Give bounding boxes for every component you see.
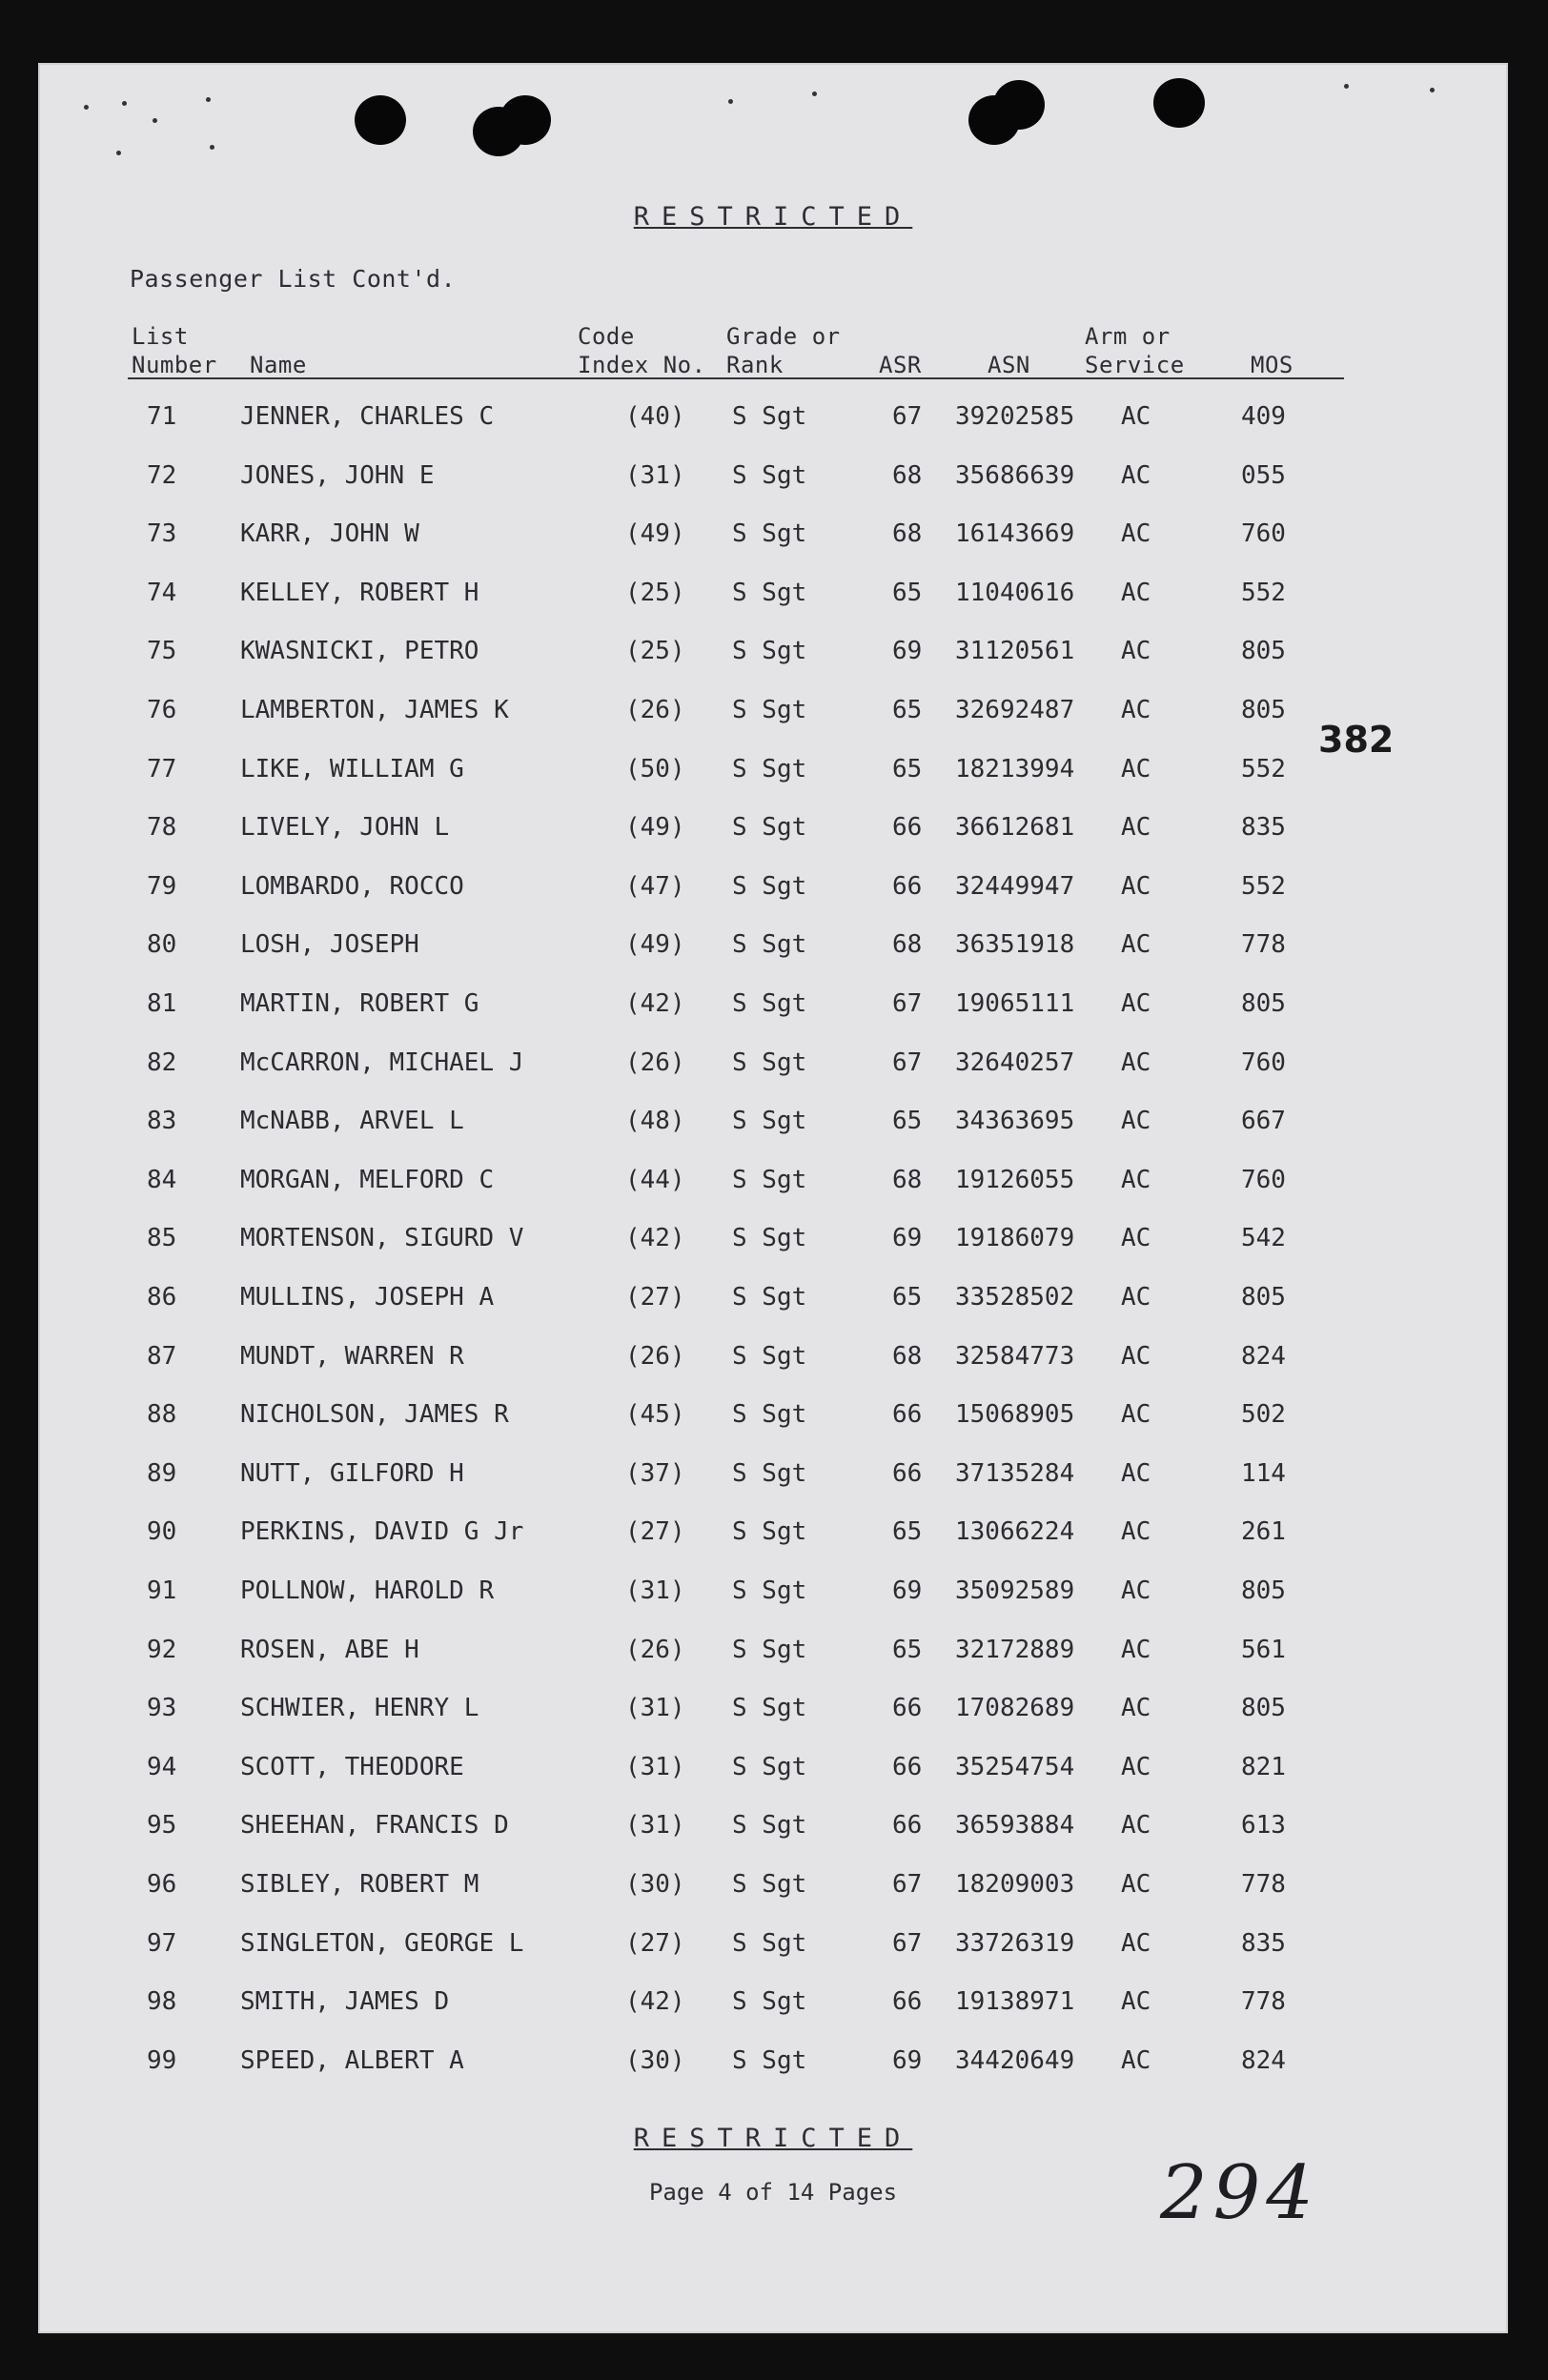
- cell-code: (49): [625, 930, 685, 960]
- cell-name: SCHWIER, HENRY L: [240, 1694, 479, 1723]
- cell-name: POLLNOW, HAROLD R: [240, 1576, 495, 1605]
- cell-code: (26): [625, 1341, 685, 1371]
- table-row: [38, 872, 1508, 910]
- cell-asn: 17082689: [955, 1694, 1075, 1723]
- cell-num: 78: [147, 813, 177, 843]
- cell-mos: 821: [1241, 1752, 1286, 1781]
- cell-num: 94: [147, 1752, 177, 1781]
- cell-mos: 667: [1241, 1107, 1286, 1136]
- cell-mos: 805: [1241, 1576, 1286, 1605]
- cell-asn: 32640257: [955, 1048, 1075, 1077]
- restricted-header: RESTRICTED: [633, 202, 913, 232]
- cell-arm: AC: [1121, 1517, 1151, 1547]
- cell-num: 96: [147, 1870, 177, 1899]
- table-row: [38, 1107, 1508, 1145]
- cell-code: (31): [625, 1694, 685, 1723]
- cell-name: PERKINS, DAVID G Jr: [240, 1517, 524, 1547]
- cell-grade: S Sgt: [732, 813, 807, 843]
- handwritten-number: 294: [1160, 2150, 1319, 2236]
- cell-asr: 66: [892, 1694, 923, 1723]
- cell-num: 98: [147, 1987, 177, 2017]
- cell-mos: 261: [1241, 1517, 1286, 1547]
- cell-code: (50): [625, 754, 685, 783]
- cell-name: ROSEN, ABE H: [240, 1635, 419, 1664]
- cell-arm: AC: [1121, 519, 1151, 549]
- cell-num: 86: [147, 1283, 177, 1312]
- cell-grade: S Sgt: [732, 1928, 807, 1958]
- cell-name: KELLEY, ROBERT H: [240, 578, 479, 607]
- cell-mos: 805: [1241, 1283, 1286, 1312]
- table-row: [38, 579, 1508, 617]
- cell-asr: 65: [892, 1107, 923, 1136]
- table-row: [38, 1987, 1508, 2025]
- cell-asr: 69: [892, 1576, 923, 1605]
- cell-grade: S Sgt: [732, 930, 807, 960]
- table-row: [38, 1636, 1508, 1674]
- cell-asr: 69: [892, 637, 923, 666]
- cell-asn: 33726319: [955, 1928, 1075, 1958]
- cell-num: 82: [147, 1048, 177, 1077]
- cell-grade: S Sgt: [732, 637, 807, 666]
- table-row: [38, 519, 1508, 558]
- cell-grade: S Sgt: [732, 1987, 807, 2017]
- cell-asr: 66: [892, 1987, 923, 2017]
- table-row: [38, 1224, 1508, 1262]
- cell-num: 74: [147, 578, 177, 607]
- table-row: [38, 813, 1508, 851]
- cell-mos: 778: [1241, 930, 1286, 960]
- table-row: [38, 1870, 1508, 1908]
- cell-mos: 805: [1241, 696, 1286, 724]
- page-number: Page 4 of 14 Pages: [648, 2179, 898, 2206]
- cell-name: SPEED, ALBERT A: [240, 2045, 464, 2075]
- cell-code: (26): [625, 696, 685, 724]
- table-row: [38, 696, 1508, 734]
- cell-asn: 18213994: [955, 754, 1075, 783]
- cell-grade: S Sgt: [732, 1400, 807, 1430]
- cell-mos: 835: [1241, 1928, 1286, 1958]
- speck: [1430, 88, 1435, 92]
- cell-asn: 32584773: [955, 1341, 1075, 1371]
- cell-arm: AC: [1121, 1987, 1151, 2017]
- cell-asn: 19065111: [955, 989, 1075, 1018]
- cell-code: (42): [625, 1224, 685, 1253]
- cell-mos: 760: [1241, 1048, 1286, 1077]
- cell-name: MULLINS, JOSEPH A: [240, 1283, 495, 1312]
- cell-arm: AC: [1121, 2045, 1151, 2075]
- cell-name: LIVELY, JOHN L: [240, 813, 450, 843]
- cell-num: 93: [147, 1694, 177, 1723]
- cell-code: (25): [625, 578, 685, 607]
- cell-asn: 15068905: [955, 1400, 1075, 1430]
- cell-name: LOSH, JOSEPH: [240, 930, 419, 960]
- cell-asr: 67: [892, 1928, 923, 1958]
- cell-name: KWASNICKI, PETRO: [240, 637, 479, 666]
- cell-name: MORGAN, MELFORD C: [240, 1165, 495, 1194]
- cell-asn: 32449947: [955, 871, 1075, 901]
- table-row: [38, 1753, 1508, 1791]
- cell-mos: 805: [1241, 1694, 1286, 1723]
- cell-name: LIKE, WILLIAM G: [240, 754, 464, 783]
- cell-num: 81: [147, 989, 177, 1018]
- cell-asn: 34363695: [955, 1107, 1075, 1136]
- cell-asn: 32692487: [955, 696, 1075, 724]
- table-row: [38, 755, 1508, 793]
- cell-asn: 36593884: [955, 1811, 1075, 1841]
- cell-num: 97: [147, 1928, 177, 1958]
- cell-arm: AC: [1121, 1283, 1151, 1312]
- cell-arm: AC: [1121, 1576, 1151, 1605]
- cell-grade: S Sgt: [732, 1458, 807, 1488]
- table-row: [38, 1517, 1508, 1556]
- cell-arm: AC: [1121, 1341, 1151, 1371]
- table-row: [38, 1576, 1508, 1615]
- cell-asr: 65: [892, 1283, 923, 1312]
- cell-code: (31): [625, 460, 685, 490]
- speck: [1344, 84, 1349, 89]
- cell-asn: 19186079: [955, 1224, 1075, 1253]
- cell-name: LOMBARDO, ROCCO: [240, 871, 464, 901]
- table-row: [38, 1283, 1508, 1321]
- cell-arm: AC: [1121, 1694, 1151, 1723]
- speck: [116, 151, 121, 155]
- cell-grade: S Sgt: [732, 1517, 807, 1547]
- speck: [153, 118, 157, 123]
- cell-num: 99: [147, 2045, 177, 2075]
- cell-code: (31): [625, 1811, 685, 1841]
- cell-mos: 824: [1241, 1341, 1286, 1371]
- cell-grade: S Sgt: [732, 696, 807, 724]
- cell-mos: 778: [1241, 1987, 1286, 2017]
- cell-arm: AC: [1121, 813, 1151, 843]
- speck: [206, 97, 211, 102]
- cell-mos: 760: [1241, 1165, 1286, 1194]
- cell-code: (30): [625, 1870, 685, 1899]
- cell-num: 73: [147, 519, 177, 549]
- col-name: Name: [250, 352, 307, 378]
- document-page: [38, 63, 1508, 2333]
- cell-name: McNABB, ARVEL L: [240, 1107, 464, 1136]
- cell-num: 71: [147, 402, 177, 431]
- table-row: [38, 461, 1508, 499]
- cell-asn: 35686639: [955, 460, 1075, 490]
- cell-grade: S Sgt: [732, 1576, 807, 1605]
- speck: [84, 105, 89, 110]
- cell-mos: 805: [1241, 989, 1286, 1018]
- cell-grade: S Sgt: [732, 989, 807, 1018]
- speck: [122, 101, 127, 106]
- punch-hole: [499, 95, 551, 145]
- cell-name: SCOTT, THEODORE: [240, 1752, 464, 1781]
- cell-arm: AC: [1121, 402, 1151, 431]
- table-row: [38, 1342, 1508, 1380]
- cell-num: 72: [147, 460, 177, 490]
- cell-asr: 67: [892, 1048, 923, 1077]
- cell-asn: 36351918: [955, 930, 1075, 960]
- cell-grade: S Sgt: [732, 1341, 807, 1371]
- cell-asr: 68: [892, 460, 923, 490]
- speck: [210, 145, 214, 150]
- cell-arm: AC: [1121, 1400, 1151, 1430]
- cell-asn: 33528502: [955, 1283, 1075, 1312]
- col-code-index: Code Index No.: [578, 323, 706, 378]
- cell-asn: 35092589: [955, 1576, 1075, 1605]
- cell-grade: S Sgt: [732, 1694, 807, 1723]
- cell-mos: 760: [1241, 519, 1286, 549]
- cell-name: JENNER, CHARLES C: [240, 402, 495, 431]
- table-row: [38, 930, 1508, 968]
- cell-asr: 69: [892, 2045, 923, 2075]
- table-row: [38, 1459, 1508, 1497]
- cell-code: (44): [625, 1165, 685, 1194]
- cell-grade: S Sgt: [732, 402, 807, 431]
- cell-name: MUNDT, WARREN R: [240, 1341, 464, 1371]
- cell-arm: AC: [1121, 1458, 1151, 1488]
- cell-asr: 65: [892, 1635, 923, 1664]
- cell-code: (47): [625, 871, 685, 901]
- cell-arm: AC: [1121, 1048, 1151, 1077]
- cell-grade: S Sgt: [732, 1811, 807, 1841]
- restricted-footer: RESTRICTED: [633, 2124, 913, 2153]
- cell-grade: S Sgt: [732, 1165, 807, 1194]
- cell-asr: 66: [892, 1752, 923, 1781]
- cell-arm: AC: [1121, 1752, 1151, 1781]
- cell-grade: S Sgt: [732, 2045, 807, 2075]
- cell-num: 85: [147, 1224, 177, 1253]
- cell-name: KARR, JOHN W: [240, 519, 419, 549]
- cell-num: 75: [147, 637, 177, 666]
- cell-asr: 66: [892, 1458, 923, 1488]
- cell-name: SHEEHAN, FRANCIS D: [240, 1811, 509, 1841]
- cell-code: (30): [625, 2045, 685, 2075]
- cell-arm: AC: [1121, 754, 1151, 783]
- cell-num: 79: [147, 871, 177, 901]
- cell-num: 76: [147, 696, 177, 724]
- cell-code: (49): [625, 519, 685, 549]
- col-arm-service: Arm or Service: [1085, 323, 1185, 378]
- cell-num: 90: [147, 1517, 177, 1547]
- cell-code: (37): [625, 1458, 685, 1488]
- cell-arm: AC: [1121, 460, 1151, 490]
- cell-mos: 055: [1241, 460, 1286, 490]
- cell-name: NICHOLSON, JAMES R: [240, 1400, 509, 1430]
- punch-hole: [993, 80, 1045, 130]
- speck: [812, 92, 817, 96]
- cell-arm: AC: [1121, 1107, 1151, 1136]
- cell-arm: AC: [1121, 578, 1151, 607]
- col-asn: ASN: [988, 352, 1030, 378]
- cell-asr: 67: [892, 989, 923, 1018]
- cell-asn: 39202585: [955, 402, 1075, 431]
- cell-num: 95: [147, 1811, 177, 1841]
- cell-name: McCARRON, MICHAEL J: [240, 1048, 524, 1077]
- cell-code: (27): [625, 1517, 685, 1547]
- cell-mos: 502: [1241, 1400, 1286, 1430]
- punch-hole: [355, 95, 406, 145]
- cell-grade: S Sgt: [732, 578, 807, 607]
- cell-code: (27): [625, 1283, 685, 1312]
- cell-asn: 37135284: [955, 1458, 1075, 1488]
- cell-name: MARTIN, ROBERT G: [240, 989, 479, 1018]
- table-row: [38, 402, 1508, 440]
- cell-name: SINGLETON, GEORGE L: [240, 1928, 524, 1958]
- table-row: [38, 1811, 1508, 1849]
- cell-num: 84: [147, 1165, 177, 1194]
- col-mos: MOS: [1251, 352, 1293, 378]
- cell-code: (48): [625, 1107, 685, 1136]
- cell-arm: AC: [1121, 1870, 1151, 1899]
- cell-name: SIBLEY, ROBERT M: [240, 1870, 479, 1899]
- cell-num: 88: [147, 1400, 177, 1430]
- cell-grade: S Sgt: [732, 1283, 807, 1312]
- table-row: [38, 1048, 1508, 1087]
- cell-arm: AC: [1121, 930, 1151, 960]
- table-row: [38, 989, 1508, 1027]
- cell-asn: 13066224: [955, 1517, 1075, 1547]
- cell-arm: AC: [1121, 871, 1151, 901]
- cell-mos: 552: [1241, 754, 1286, 783]
- cell-asr: 68: [892, 1165, 923, 1194]
- cell-code: (26): [625, 1048, 685, 1077]
- cell-grade: S Sgt: [732, 1224, 807, 1253]
- cell-grade: S Sgt: [732, 1870, 807, 1899]
- table-row: [38, 637, 1508, 675]
- cell-arm: AC: [1121, 1224, 1151, 1253]
- punch-hole: [1153, 78, 1205, 128]
- table-row: [38, 1929, 1508, 1967]
- cell-asn: 31120561: [955, 637, 1075, 666]
- cell-asr: 65: [892, 754, 923, 783]
- cell-asr: 69: [892, 1224, 923, 1253]
- document-subtitle: Passenger List Cont'd.: [130, 265, 457, 293]
- cell-asn: 19138971: [955, 1987, 1075, 2017]
- cell-arm: AC: [1121, 637, 1151, 666]
- cell-grade: S Sgt: [732, 460, 807, 490]
- cell-arm: AC: [1121, 1165, 1151, 1194]
- cell-num: 80: [147, 930, 177, 960]
- cell-asn: 35254754: [955, 1752, 1075, 1781]
- cell-num: 87: [147, 1341, 177, 1371]
- header-rule: [128, 377, 1344, 379]
- cell-asr: 65: [892, 696, 923, 724]
- cell-grade: S Sgt: [732, 1752, 807, 1781]
- cell-grade: S Sgt: [732, 1048, 807, 1077]
- cell-mos: 561: [1241, 1635, 1286, 1664]
- cell-mos: 824: [1241, 2045, 1286, 2075]
- cell-num: 83: [147, 1107, 177, 1136]
- cell-asr: 67: [892, 402, 923, 431]
- cell-asr: 65: [892, 578, 923, 607]
- cell-mos: 552: [1241, 871, 1286, 901]
- cell-asr: 68: [892, 1341, 923, 1371]
- cell-name: NUTT, GILFORD H: [240, 1458, 464, 1488]
- cell-code: (31): [625, 1752, 685, 1781]
- cell-code: (42): [625, 989, 685, 1018]
- cell-arm: AC: [1121, 1928, 1151, 1958]
- cell-mos: 613: [1241, 1811, 1286, 1841]
- cell-grade: S Sgt: [732, 871, 807, 901]
- cell-mos: 409: [1241, 402, 1286, 431]
- cell-asr: 66: [892, 1811, 923, 1841]
- cell-num: 77: [147, 754, 177, 783]
- cell-asn: 19126055: [955, 1165, 1075, 1194]
- table-row: [38, 2046, 1508, 2085]
- cell-asr: 68: [892, 519, 923, 549]
- cell-arm: AC: [1121, 989, 1151, 1018]
- cell-asn: 36612681: [955, 813, 1075, 843]
- cell-asr: 65: [892, 1517, 923, 1547]
- cell-asr: 66: [892, 871, 923, 901]
- col-asr: ASR: [879, 352, 922, 378]
- cell-mos: 114: [1241, 1458, 1286, 1488]
- cell-mos: 805: [1241, 637, 1286, 666]
- stamp-number: 382: [1318, 719, 1395, 761]
- cell-code: (45): [625, 1400, 685, 1430]
- cell-asn: 16143669: [955, 519, 1075, 549]
- cell-arm: AC: [1121, 1811, 1151, 1841]
- cell-grade: S Sgt: [732, 519, 807, 549]
- cell-grade: S Sgt: [732, 754, 807, 783]
- cell-asn: 34420649: [955, 2045, 1075, 2075]
- cell-code: (25): [625, 637, 685, 666]
- cell-code: (31): [625, 1576, 685, 1605]
- cell-mos: 778: [1241, 1870, 1286, 1899]
- cell-name: JONES, JOHN E: [240, 460, 435, 490]
- cell-name: SMITH, JAMES D: [240, 1987, 450, 2017]
- cell-code: (40): [625, 402, 685, 431]
- cell-mos: 835: [1241, 813, 1286, 843]
- cell-asr: 68: [892, 930, 923, 960]
- table-row: [38, 1694, 1508, 1732]
- cell-num: 92: [147, 1635, 177, 1664]
- cell-code: (26): [625, 1635, 685, 1664]
- col-list-number: List Number: [132, 323, 217, 378]
- cell-mos: 552: [1241, 578, 1286, 607]
- cell-num: 91: [147, 1576, 177, 1605]
- cell-asn: 32172889: [955, 1635, 1075, 1664]
- cell-asr: 66: [892, 813, 923, 843]
- cell-asr: 66: [892, 1400, 923, 1430]
- cell-grade: S Sgt: [732, 1107, 807, 1136]
- cell-name: MORTENSON, SIGURD V: [240, 1224, 524, 1253]
- table-row: [38, 1400, 1508, 1438]
- cell-asr: 67: [892, 1870, 923, 1899]
- cell-code: (49): [625, 813, 685, 843]
- cell-arm: AC: [1121, 1635, 1151, 1664]
- cell-num: 89: [147, 1458, 177, 1488]
- cell-asn: 11040616: [955, 578, 1075, 607]
- cell-name: LAMBERTON, JAMES K: [240, 696, 509, 724]
- cell-asn: 18209003: [955, 1870, 1075, 1899]
- col-grade: Grade or Rank: [726, 323, 841, 378]
- cell-code: (42): [625, 1987, 685, 2017]
- cell-mos: 542: [1241, 1224, 1286, 1253]
- cell-arm: AC: [1121, 696, 1151, 724]
- cell-code: (27): [625, 1928, 685, 1958]
- speck: [728, 99, 733, 104]
- table-row: [38, 1166, 1508, 1204]
- cell-grade: S Sgt: [732, 1635, 807, 1664]
